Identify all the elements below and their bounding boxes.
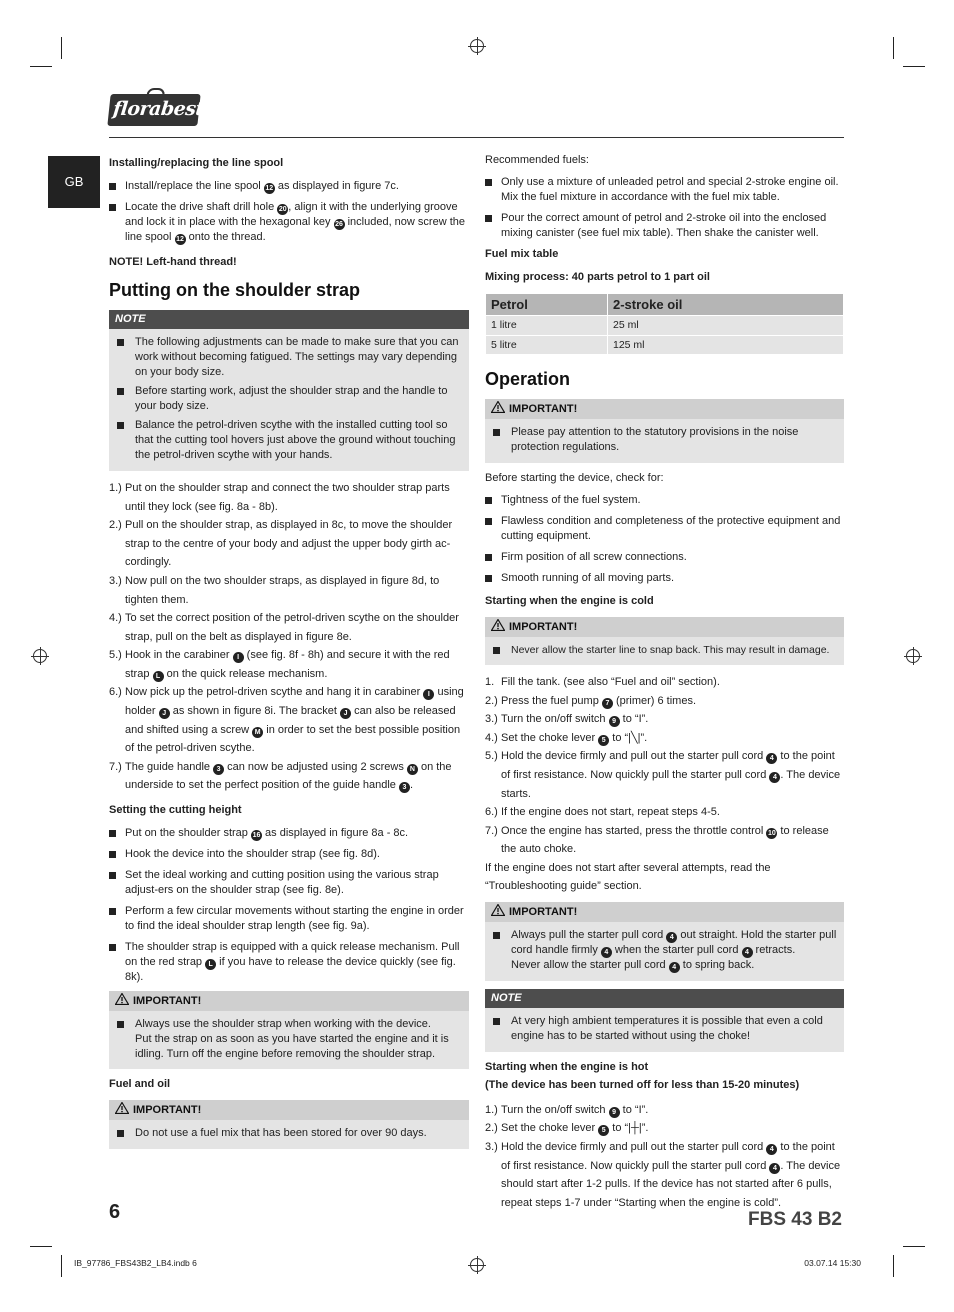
table-header: 2-stroke oil (608, 293, 844, 316)
text-span: as displayed in figure 8a - 8c. (261, 827, 409, 839)
reference-number-badge: 9 (609, 1107, 620, 1118)
left-column (109, 153, 469, 1157)
registration-mark-icon (33, 649, 47, 663)
step-number: 2.) (485, 1122, 498, 1135)
before-starting: Before starting the device, check for: (485, 472, 664, 485)
list-item: Never allow the starter line to snap back. This may result in damage. (491, 643, 838, 657)
important-box (485, 902, 844, 981)
step-number: 6.) (485, 806, 498, 819)
text-span: , align it with the underlying groove and lock it in place with the hexagonal key (125, 200, 458, 228)
reference-number-badge: 9 (609, 716, 620, 727)
step-item (485, 747, 844, 803)
text-span: Set the ideal working and cutting position using the various strap adjust-ers on the shoulder strap (see fig. 8e). (125, 868, 439, 896)
table-title: Fuel mix table (485, 247, 559, 260)
step-number: 4.) (485, 731, 498, 744)
note-box (109, 310, 469, 471)
list-item (109, 940, 469, 985)
reference-number-badge: I (233, 652, 244, 663)
text-span: . The device should start after 1-2 pulls. If the device has not started after 6 pulls, repeat steps 1-7 under “Starting when the engine is cold”. (501, 1159, 841, 1209)
list-item: Tightness of the fuel system. (485, 493, 844, 508)
text-span: Once the engine has started, press the throttle control (501, 824, 767, 837)
warning-icon (491, 401, 505, 413)
section-heading: Fuel and oil (109, 1078, 171, 1091)
text-span: . (409, 779, 414, 792)
note-list (485, 1008, 844, 1044)
text-span: when the starter pull cord (611, 943, 742, 956)
important-list (485, 637, 844, 657)
note-label: NOTE (485, 989, 844, 1008)
install-list (109, 179, 469, 245)
list-item: Pour the correct amount of petrol and 2-stroke oil into the enclosed mixing canister (see fuel mix table). Then shake the canister well. (485, 211, 844, 241)
important-box (485, 617, 844, 665)
note-label: NOTE (109, 310, 469, 329)
text-span: out straight. Hold the starter pull cord handle firmly (511, 928, 837, 956)
text-span: The shoulder strap is equipped with a quick release mechanism. Pull on the red strap (125, 940, 460, 968)
text-span: Set the choke lever (501, 731, 599, 744)
text-span: Put on the shoulder strap and connect the two shoulder strap parts until they lock (see fig. 8a - 8b). (125, 481, 450, 513)
text-span: can now be adjusted using 2 screws (224, 760, 407, 773)
text-span: Locate the drive shaft drill hole (125, 200, 278, 213)
reference-number-badge: I (423, 689, 434, 700)
important-header (485, 617, 844, 637)
check-list (485, 493, 844, 586)
step-item (109, 516, 469, 572)
step-number: 3.) (109, 574, 122, 587)
list-item: Balance the petrol-driven scythe with the installed cutting tool so that the cutting tool hovers just above the ground without touching the petrol-driven scythe with your hands. (115, 418, 463, 463)
text-span: Never allow the starter pull cord (511, 958, 669, 971)
reference-number-badge: L (153, 671, 164, 682)
list-item: Only use a mixture of unleaded petrol and special 2-stroke engine oil. Mix the fuel mixture in accordance with the fuel mix table. (485, 175, 844, 205)
reference-number-badge: N (407, 764, 418, 775)
text-span: If the engine does not start, repeat steps 4-5. (501, 806, 720, 819)
registration-mark-icon (470, 1258, 484, 1272)
text-span: to spring back. (679, 958, 755, 971)
step-number: 7.) (109, 760, 122, 773)
reference-number-badge: J (340, 708, 351, 719)
right-column (485, 153, 844, 1212)
list-item: Smooth running of all moving parts. (485, 571, 844, 586)
text-span: (primer) 6 times. (612, 694, 697, 707)
registration-mark-icon (906, 649, 920, 663)
step-item (485, 803, 844, 822)
text-span: using holder (125, 686, 464, 718)
text-span: in order to set the best possible position of the petrol-driven scythe. (125, 723, 461, 755)
reference-number-badge: 4 (666, 932, 677, 943)
step-number: 4.) (109, 612, 122, 625)
reference-number-badge: L (205, 959, 216, 970)
reference-number-badge: 16 (252, 832, 261, 839)
reference-number-badge: 4 (601, 947, 612, 958)
text-span: Turn the on/off switch (501, 713, 609, 726)
mixing-process: Mixing process: 40 parts petrol to 1 part oil (485, 270, 710, 283)
important-list (109, 1120, 469, 1141)
reference-number-badge: 4 (766, 753, 777, 764)
list-item: Before starting work, adjust the shoulder strap and the handle to your body size. (115, 384, 463, 414)
text-span: to the point of first resistance. Now quickly pull the starter pull cord (501, 1140, 835, 1172)
section-title: Putting on the shoulder strap (109, 279, 360, 300)
text-span: Pull on the shoulder strap, as displayed in 8c, to move the shoulder strap to the centre of your body and adjust the upper body girth ac-cordingly. (125, 519, 453, 569)
text-span: as displayed in figure 7c. (274, 179, 399, 192)
list-item (109, 826, 469, 841)
text-span: Now pull on the two shoulder straps, as displayed in figure 8d, to tighten them. (125, 574, 440, 606)
cold-steps (485, 673, 844, 859)
text-span: Perform a few circular movements without starting the engine in order to find the ideal shoulder strap length (see fig. 9a). (125, 904, 464, 932)
page-number: 6 (109, 1201, 121, 1223)
reference-number-badge: 7 (602, 698, 613, 709)
recommended-fuels: Recommended fuels: (485, 154, 589, 166)
list-item: Firm position of all screw connections. (485, 550, 844, 565)
text-span: to “|┼|”. (609, 1122, 649, 1135)
text-span: to the point of first resistance. Now quickly pull the starter pull cord (501, 750, 835, 782)
text-span: Turn the on/off switch (501, 1103, 609, 1116)
text-span: Hook the device into the shoulder strap (see fig. 8d). (125, 848, 380, 860)
text-span: on the quick release mechanism. (163, 667, 328, 680)
reference-number-badge: 5 (598, 1125, 609, 1136)
reference-number-badge: 10 (767, 829, 776, 837)
step-number: 1. (485, 676, 495, 689)
reference-number-badge: 3 (213, 764, 224, 775)
step-number: 5.) (109, 649, 122, 662)
step-item (109, 609, 469, 646)
text-span: retracts. (752, 943, 796, 956)
important-header (485, 399, 844, 419)
important-box (109, 1100, 469, 1149)
step-number: 1.) (109, 481, 122, 494)
section-heading: Setting the cutting height (109, 804, 242, 817)
step-number: 5.) (485, 750, 498, 763)
note-list (109, 329, 469, 463)
reference-number-badge: 4 (769, 772, 780, 783)
step-number: 7.) (485, 824, 498, 837)
step-item (485, 1119, 844, 1138)
section-title: Operation (485, 368, 571, 389)
text-span: to “|╲|”. (609, 731, 648, 744)
text-span: The guide handle (125, 760, 214, 773)
cut-list (109, 826, 469, 985)
warning-icon (491, 619, 505, 631)
step-item (109, 572, 469, 609)
list-item (109, 200, 469, 245)
important-box (109, 991, 469, 1070)
strap-steps (109, 479, 469, 795)
text-span: Hold the device firmly and pull out the starter pull cord (501, 1140, 767, 1153)
important-list (485, 419, 844, 455)
important-label: IMPORTANT! (133, 1104, 202, 1117)
step-item (109, 646, 469, 683)
troubleshoot-note: If the engine does not start after several attempts, read the “Troubleshooting guide” section. (485, 862, 771, 893)
list-item (109, 179, 469, 194)
reference-number-badge: 5 (598, 735, 609, 746)
table-row (486, 316, 844, 335)
print-date: 03.07.14 15:30 (804, 1258, 861, 1268)
step-item (485, 1138, 844, 1212)
important-list (485, 922, 844, 973)
warning-icon (115, 1102, 129, 1114)
reference-number-badge: M (252, 727, 263, 738)
step-number: 3.) (485, 713, 498, 726)
step-item (485, 710, 844, 729)
important-header (109, 1100, 469, 1120)
text-span: To set the correct position of the petrol-driven scythe on the shoulder strap, pull on the belt as displayed in figure 8e. (125, 612, 459, 643)
step-number: 2.) (485, 694, 498, 707)
text-span: as shown in figure 8i. The bracket (169, 705, 341, 718)
text-span: to release the auto choke. (501, 824, 829, 856)
text-span: Set the choke lever (501, 1122, 599, 1135)
table-cell: 1 litre (486, 316, 608, 335)
text-span: Hook in the carabiner (125, 649, 233, 662)
header-rule (109, 137, 844, 138)
text-span: if you have to release the device quickly (see fig. 8k). (125, 955, 456, 983)
reference-number-badge: 12 (265, 184, 274, 192)
list-item (109, 868, 469, 898)
language-tab: GB (48, 156, 100, 208)
text-span: Press the fuel pump (501, 694, 602, 707)
important-box (485, 399, 844, 463)
model-name: FBS 43 B2 (748, 1209, 842, 1230)
important-header (485, 902, 844, 922)
note-box (485, 989, 844, 1052)
list-item (115, 1017, 463, 1062)
fuel-mix-table (485, 293, 844, 355)
important-list (109, 1011, 469, 1062)
section-subheading: (The device has been turned off for less than 15-20 minutes) (485, 1078, 800, 1091)
list-item: The following adjustments can be made to make sure that you can work without becoming fatigued. The settings may vary depending on your body size. (115, 335, 463, 380)
reference-number-badge: J (159, 708, 170, 719)
warning-icon (115, 993, 129, 1005)
step-item (485, 692, 844, 711)
step-item (485, 729, 844, 748)
section-heading: Starting when the engine is hot (485, 1060, 649, 1073)
section-heading: Installing/replacing the line spool (109, 157, 284, 169)
step-item (485, 673, 844, 692)
table-cell: 125 ml (608, 335, 844, 354)
reference-number-badge: 4 (766, 1144, 777, 1155)
step-item (485, 1101, 844, 1120)
important-label: IMPORTANT! (509, 906, 578, 919)
list-item: At very high ambient temperatures it is possible that even a cold engine has to be started without using the choke! (491, 1014, 838, 1044)
text-span: to “I”. (619, 1103, 649, 1116)
reference-number-badge: 4 (742, 947, 753, 958)
table-row (486, 335, 844, 354)
text-span: . The device starts. (501, 769, 841, 800)
text-span: Fill the tank. (see also “Fuel and oil” section). (501, 676, 720, 689)
step-number: 1.) (485, 1103, 498, 1116)
text-span: (see fig. 8f - 8h) and secure it with the red strap (125, 649, 450, 680)
step-item (109, 479, 469, 516)
list-item (109, 904, 469, 934)
warning-icon (491, 904, 505, 916)
reference-number-badge: 3 (399, 782, 410, 793)
rec-list (485, 175, 844, 241)
list-item: Flawless condition and completeness of the protective equipment and cutting equipment. (485, 514, 844, 544)
reference-number-badge: 20 (278, 205, 287, 213)
important-label: IMPORTANT! (509, 620, 578, 633)
table-cell: 5 litre (486, 335, 608, 354)
text-span: on the underside to set the perfect position of the guide handle (125, 760, 452, 792)
table-cell: 25 ml (608, 316, 844, 335)
reference-number-badge: 12 (176, 235, 184, 243)
reference-number-badge: 4 (769, 1163, 780, 1174)
text-span: Now pick up the petrol-driven scythe and hang it in carabiner (125, 686, 424, 699)
step-number: 3.) (485, 1140, 498, 1153)
item-text: Always use the shoulder strap when working with the device. (135, 1017, 431, 1030)
item-text: Put the strap on as soon as you have started the engine and it is idling. Turn off the engine before removing the shoulder strap. (135, 1032, 449, 1060)
step-number: 2.) (109, 519, 122, 532)
table-header: Petrol (486, 293, 608, 316)
list-item (109, 847, 469, 862)
registration-mark-icon (470, 39, 484, 53)
step-number: 6.) (109, 686, 122, 699)
important-label: IMPORTANT! (133, 994, 202, 1007)
hot-steps (485, 1101, 844, 1213)
file-info: IB_97786_FBS43B2_LB4.indb 6 (74, 1258, 197, 1268)
text-span: onto the thread. (185, 230, 266, 243)
section-heading: Starting when the engine is cold (485, 594, 654, 607)
reference-number-badge: 4 (669, 962, 680, 973)
text-span: to “I”. (619, 713, 649, 726)
text-span: included, now screw the line spool (125, 215, 465, 243)
text-span: Put on the shoulder strap (125, 827, 251, 839)
lefthand-note: NOTE! Left-hand thread! (109, 255, 237, 268)
reference-number-badge: 26 (335, 220, 343, 228)
step-item (485, 822, 844, 859)
brand-logo: florabest (107, 94, 200, 126)
step-item (109, 683, 469, 757)
list-item: Please pay attention to the statutory provisions in the noise protection regulations. (491, 425, 838, 455)
text-span: Always pull the starter pull cord (511, 928, 667, 941)
text-span: Hold the device firmly and pull out the starter pull cord (501, 750, 767, 763)
important-label: IMPORTANT! (509, 403, 578, 416)
list-item: Do not use a fuel mix that has been stored for over 90 days. (115, 1126, 463, 1141)
text-span: can also be released and shifted using a screw (125, 705, 456, 736)
list-item (491, 928, 838, 973)
step-item (109, 758, 469, 795)
important-header (109, 991, 469, 1011)
text-span: Install/replace the line spool (125, 179, 264, 192)
